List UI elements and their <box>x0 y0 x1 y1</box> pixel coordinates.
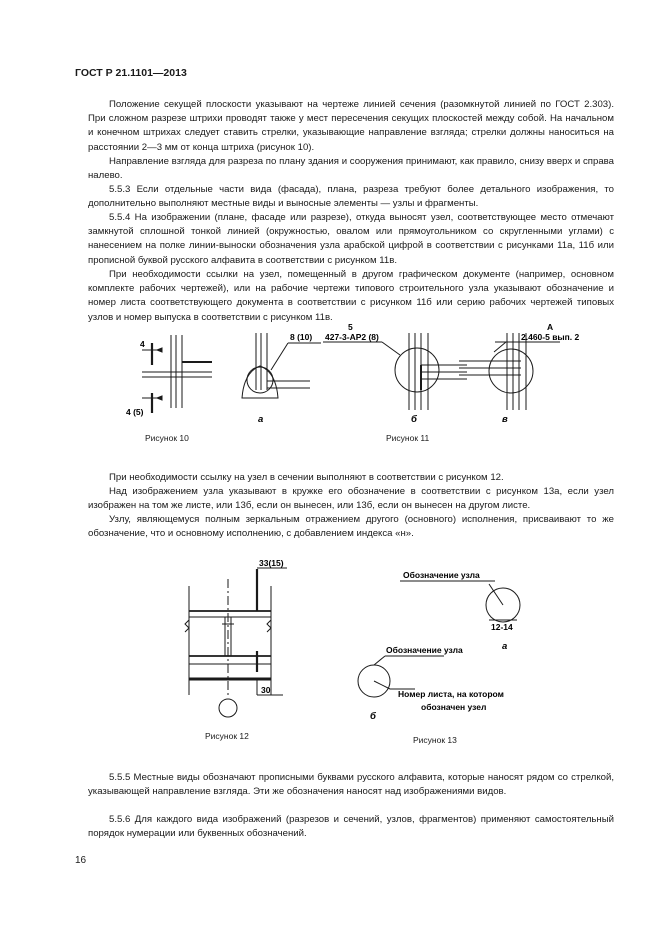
figure-13a-graphic <box>400 581 520 622</box>
fig10-bottom-label: 4 (5) <box>126 407 144 417</box>
paragraph-5-5-5: 5.5.5 Местные виды обозначают прописными буквами русского алфавита, которые наносят рядом со стрелкой, указывающей направление взгляда. Эти же обозначения наносят над изображениями видов. <box>88 772 614 798</box>
paragraph-mirror-node: Узлу, являющемуся полным зеркальным отражением другого (основного) исполнения, присваивают то же обозначение, что и основному исполнению, с добавлением индекса «н». <box>88 514 614 540</box>
fig13b-sub-label: б <box>370 711 376 722</box>
fig11c-sub-label: в <box>502 414 508 425</box>
fig11a-node-label: 8 (10) <box>290 332 313 342</box>
figure-13-caption: Рисунок 13 <box>413 735 457 745</box>
fig12-top-label: 33(15) <box>259 558 284 568</box>
paragraph-section-line: Положение секущей плоскости указывают на чертеже линией сечения (разомкнутой линией по ГОСТ 2.303). При сложном разрезе штрихи проводят также у мест пересечения секущих плоскостей между собой. На начальном и конечном штрихах следует ставить стрелки, указывающие направление взгляда; стрелки должны наноситься на расстоянии 2—3 мм от конца штриха (рисунок 10). <box>88 99 614 153</box>
fig13a-number: 12-14 <box>491 622 513 632</box>
paragraph-5-5-6: 5.5.6 Для каждого вида изображений (разрезов и сечений, узлов, фрагментов) применяют самостоятельный порядок нумерации или буквенных обозначений. <box>88 814 614 840</box>
figure-10-caption: Рисунок 10 <box>145 433 189 443</box>
document-header: ГОСТ Р 21.1101—2013 <box>75 67 187 79</box>
fig11c-node-label: А <box>547 322 554 332</box>
fig11b-node-label: 5 <box>348 322 353 332</box>
figure-11-caption: Рисунок 11 <box>386 433 430 443</box>
paragraph-external-reference: При необходимости ссылки на узел, помещенный в другом графическом документе (например, основном комплекте рабочих чертежей), или на рабочие чертежи типового строительного узла указывают обозначение и номер листа соответствующего документа в соответствии с рисунком 11б или серию рабочих чертежей типовых узлов и номер выпуска в соответствии с рисунком 11в. <box>88 269 614 323</box>
page-number: 16 <box>75 855 87 866</box>
figure-12-caption: Рисунок 12 <box>205 731 249 741</box>
fig11a-sub-label: а <box>258 414 264 425</box>
fig13b-note-line1: Номер листа, на котором <box>398 689 504 699</box>
fig13b-note-line2: обозначен узел <box>421 702 487 712</box>
fig11c-reference: 2.460-5 вып. 2 <box>521 332 580 342</box>
paragraph-5-5-4: 5.5.4 На изображении (плане, фасаде или разрезе), откуда выносят узел, соответствующее место отмечают замкнутой сплошной тонкой линией (окружностью, овалом или прямоугольником со скругленными углами) с нанесением на полке линии-выноски обозначения узла арабской цифрой в соответствии с рисунками 11а, 11б или прописной буквой русского алфавита в соответствии с рисунком 11в. <box>88 212 614 266</box>
paragraph-node-designation: Над изображением узла указывают в кружке его обозначение в соответствии с рисунком 13а, если узел изображен на том же листе, или 13б, если он вынесен, или 13б, если он вынесен на другом листе. <box>88 486 614 512</box>
fig11b-sub-label: б <box>411 414 417 425</box>
paragraph-section-reference: При необходимости ссылку на узел в сечении выполняют в соответствии с рисунком 12. <box>109 472 504 483</box>
fig11b-reference: 427-3-АР2 (8) <box>325 332 379 342</box>
fig13b-label: Обозначение узла <box>386 645 463 655</box>
paragraph-5-5-3: 5.5.3 Если отдельные части вида (фасада), плана, разреза требуют более детального изображения, то дополнительно выполняют местные виды и выносные элементы — узлы и фрагменты. <box>88 184 614 210</box>
figure-12-graphic <box>185 568 287 717</box>
fig13a-sub-label: а <box>502 641 508 652</box>
fig10-top-label: 4 <box>140 339 145 349</box>
paragraph-view-direction: Направление взгляда для разреза по плану здания и сооружения принимают, как правило, снизу вверх и справа налево. <box>88 156 614 182</box>
fig12-bottom-label: 30 <box>261 685 271 695</box>
fig13a-label: Обозначение узла <box>403 570 480 580</box>
